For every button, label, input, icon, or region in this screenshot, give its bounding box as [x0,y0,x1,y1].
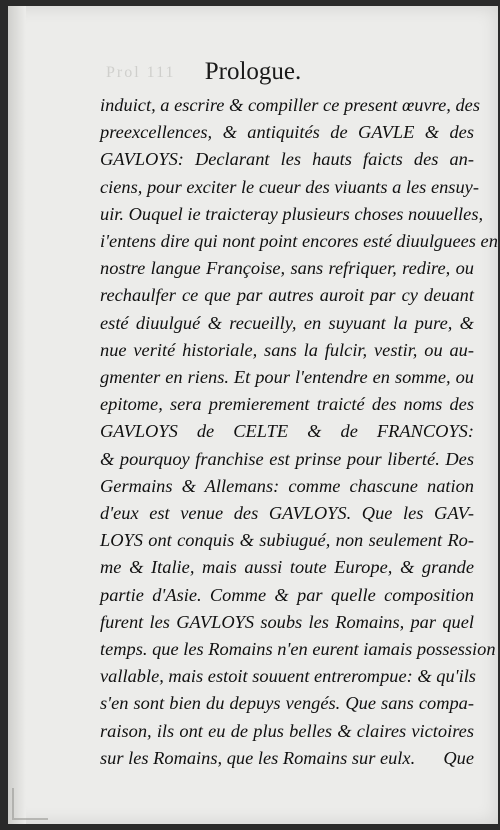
catchword: Que [443,747,474,768]
text-line: induict, a escrire & compiller ce present œuvre, des [100,95,480,115]
book-page [8,6,498,824]
text-line: i'entens dire qui nont point encores esté diuulguees en [100,231,498,252]
text-line: furent les GAVLOYS soubs les Romains, par quel [100,611,474,632]
text-line: rechaulfer ce que par autres auroit par cy deuant [100,285,474,306]
text-line: ciens, pour exciter le cueur des viuants a les ensuy- [100,176,479,197]
text-line: GAVLOYS de CELTE & de FRANCOYS: [100,421,474,442]
text-line: nue verité historiale, sans la fulcir, vestir, ou au- [100,339,474,360]
text-line: vallable, mais estoit souuent entrerompue: & qu'ils [100,666,476,687]
running-head: Prologue. [204,58,302,85]
text-line: LOYS ont conquis & subiugué, non seulement Ro- [100,530,474,551]
bleed-through-text: Prol 111 [106,64,176,81]
text-line: raison, ils ont eu de plus belles & claires victoires [100,720,474,741]
text-line: temps. que les Romains n'en eurent iamais possession [100,639,496,660]
page-corner-wear [12,788,48,820]
text-line: s'en sont bien du depuys vengés. Que sans compa- [100,693,474,714]
text-line: Germains & Allemans: comme chascune nation [100,475,474,496]
body-text [100,92,498,772]
text-line: d'eux est venue des GAVLOYS. Que les GAV- [100,503,474,524]
text-line: me & Italie, mais aussi toute Europe, & grande [100,557,474,578]
text-line: GAVLOYS: Declarant les hauts faicts des an- [100,149,474,170]
text-line: nostre langue Françoise, sans refriquer, redire, ou [100,258,474,279]
text-line: epitome, sera premierement traicté des noms des [100,394,474,415]
text-line: uir. Ouquel ie traicteray plusieurs choses nouuelles, [100,203,484,224]
text-line: & pourquoy franchise est prinse pour liberté. Des [100,448,474,469]
text-line: partie d'Asie. Comme & par quelle composition [100,584,474,605]
page-gutter [8,6,26,824]
text-line: sur les Romains, que les Romains sur eulx. [100,747,416,768]
text-line: gmenter en riens. Et pour l'entendre en somme, ou [100,367,474,388]
text-line: esté diuulgué & recueilly, en suyuant la pure, & [100,312,474,333]
text-line: preexcellences, & antiquités de GAVLE & des [100,122,474,143]
